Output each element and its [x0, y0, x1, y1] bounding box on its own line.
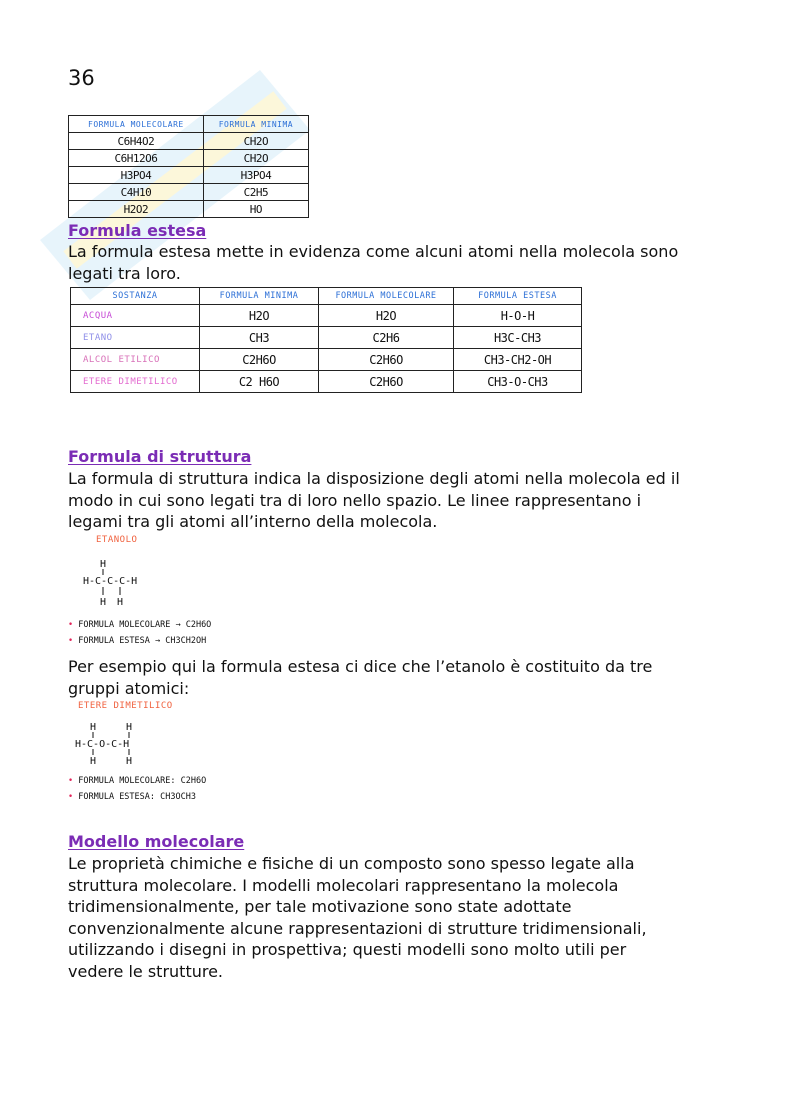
- table-cell: CH2O: [203, 133, 308, 150]
- text-line: struttura molecolare. I modelli molecolari rappresentano la molecola: [68, 875, 619, 895]
- table-row: [69, 201, 309, 218]
- svg-text:H: H: [117, 597, 124, 608]
- bullet-icon: •: [68, 792, 74, 802]
- text-line: convenzionalmente alcune rappresentazioni di strutture tridimensionali,: [68, 918, 647, 938]
- text-line: Per esempio qui la formula estesa ci dice che l’etanolo è costituito da tre: [68, 657, 653, 676]
- table-row: [71, 305, 582, 327]
- table-cell: C2H6O: [319, 349, 454, 371]
- substance-name: ALCOL ETILICO: [71, 349, 200, 371]
- section-heading-formula-estesa: Formula estesa: [68, 221, 207, 240]
- table-cell: H-O-H: [454, 305, 582, 327]
- table-cell: C4H10: [69, 184, 204, 201]
- bullet-icon: •: [68, 776, 74, 786]
- svg-text:H-C-O-C-H: H-C-O-C-H: [75, 739, 130, 750]
- table-row: [69, 184, 309, 201]
- table-row: [71, 327, 582, 349]
- text-line: Le proprietà chimiche e fisiche di un composto sono spesso legate alla: [68, 854, 635, 873]
- svg-text:H: H: [90, 756, 97, 767]
- table-cell: HO: [203, 201, 308, 218]
- table-cell: CH3-O-CH3: [454, 371, 582, 393]
- table-row: [71, 349, 582, 371]
- svg-text:H-C-C-C-H: H-C-C-C-H: [83, 576, 138, 587]
- table-row: [69, 167, 309, 184]
- table-row: [69, 133, 309, 150]
- etanolo-note: • FORMULA ESTESA → CH3CH2OH: [68, 636, 207, 646]
- paragraph-formula-di-struttura: [68, 468, 680, 533]
- etere-structure-diagram: [74, 720, 164, 768]
- bullet-icon: •: [68, 636, 74, 646]
- substance-name: ACQUA: [71, 305, 200, 327]
- text-line: tridimensionalmente, per tale motivazione sono state adottate: [68, 897, 572, 916]
- paragraph-etanolo: [68, 656, 652, 699]
- text-line: legami tra gli atomi all’interno della molecola.: [68, 512, 438, 531]
- section-heading-formula-di-struttura: Formula di struttura: [68, 447, 252, 466]
- etere-note: • FORMULA MOLECOLARE: C2H6O: [68, 776, 207, 786]
- table-cell: C6H4O2: [69, 133, 204, 150]
- table-cell: CH3-CH2-OH: [454, 349, 582, 371]
- text-line: modo in cui sono legati tra di loro nello spazio. Le linee rappresentano i: [68, 490, 642, 510]
- table-cell: CH3: [200, 327, 319, 349]
- table-cell: H3C-CH3: [454, 327, 582, 349]
- svg-text:H: H: [126, 756, 133, 767]
- formula-table-2: [70, 287, 582, 393]
- table-cell: C2H6O: [200, 349, 319, 371]
- text-line: La formula di struttura indica la disposizione degli atomi nella molecola ed il: [68, 469, 680, 488]
- text-line: La formula estesa mette in evidenza come alcuni atomi nella molecola sono: [68, 242, 679, 261]
- table-cell: H2O: [200, 305, 319, 327]
- etanolo-structure-diagram: [80, 556, 170, 610]
- text-line: gruppi atomici:: [68, 678, 190, 698]
- substance-name: ETANO: [71, 327, 200, 349]
- bullet-icon: •: [68, 620, 74, 630]
- section-heading-modello-molecolare: Modello molecolare: [68, 832, 245, 851]
- page-number: 36: [68, 66, 95, 90]
- table-cell: H2O: [319, 305, 454, 327]
- table-cell: C2H6: [319, 327, 454, 349]
- text-line: vedere le strutture.: [68, 961, 224, 981]
- table-header: FORMULA MOLECOLARE: [319, 288, 454, 305]
- formula-table-1: [68, 115, 309, 218]
- table-cell: C6H12O6: [69, 150, 204, 167]
- table-cell: H2O2: [69, 201, 204, 218]
- table-cell: C2 H6O: [200, 371, 319, 393]
- text-line: utilizzando i disegni in prospettiva; questi modelli sono molto utili per: [68, 940, 627, 959]
- table-cell: H3PO4: [203, 167, 308, 184]
- table-header-row: [69, 116, 309, 133]
- table-header: SOSTANZA: [71, 288, 200, 305]
- table-cell: C2H5: [203, 184, 308, 201]
- svg-text:H: H: [100, 597, 107, 608]
- svg-text:H: H: [126, 722, 133, 733]
- etanolo-note: • FORMULA MOLECOLARE → C2H6O: [68, 620, 212, 630]
- table-row: [71, 371, 582, 393]
- table-row: [69, 150, 309, 167]
- table-cell: C2H6O: [319, 371, 454, 393]
- table-header: FORMULA MINIMA: [200, 288, 319, 305]
- text-line: legati tra loro.: [68, 263, 181, 283]
- etere-label: ETERE DIMETILICO: [78, 701, 173, 711]
- table-header-row: [71, 288, 582, 305]
- table-cell: H3PO4: [69, 167, 204, 184]
- etere-note: • FORMULA ESTESA: CH3OCH3: [68, 792, 196, 802]
- paragraph-formula-estesa: [68, 241, 678, 284]
- table-header: FORMULA MOLECOLARE: [69, 116, 204, 133]
- svg-text:H: H: [90, 722, 97, 733]
- table-header: FORMULA MINIMA: [203, 116, 308, 133]
- table-cell: CH2O: [203, 150, 308, 167]
- svg-text:H: H: [100, 559, 107, 570]
- substance-name: ETERE DIMETILICO: [71, 371, 200, 393]
- table-header: FORMULA ESTESA: [454, 288, 582, 305]
- etanolo-label: ETANOLO: [96, 535, 138, 545]
- paragraph-modello-molecolare: [68, 853, 647, 982]
